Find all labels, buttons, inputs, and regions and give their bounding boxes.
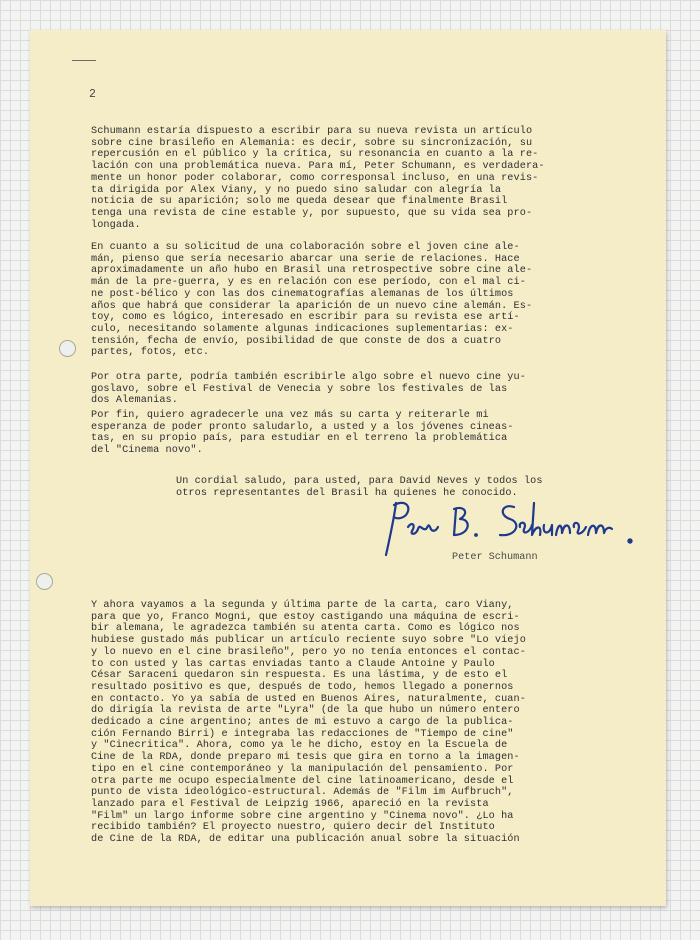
paragraph-1: Schumann estaría dispuesto a escribir para su nueva revista un artículo sobre cine brasileño en Alemania: es decir, sobre su sincronización, su repercusión en el público y la crítica, su resonancia en cuanto a la re- lación con una problemática nueva. Para mí, Peter Schumann, es verdadera- mente un honor poder colaborar, como corresponsal incluso, en una revis- ta dirigida por Alex Viany, y no puedo sino saludar con alegría la noticia de su aparición; solo me queda desear que finalmente Brasil tenga una revista de cine estable y, por supuesto, que su vida sea pro- longada.: [91, 126, 545, 231]
letter-page: [30, 30, 666, 906]
handwritten-signature: [382, 497, 642, 559]
second-part-text: Y ahora vayamos a la segunda y última parte de la carta, caro Viany, para que yo, Franco Mogni, que estoy castigando una máquina de escri- bir alemana, le agradezca también su atenta carta. Como es lógico nos hubiese gustado más publicar un artículo reciente suyo sobre "Lo viejo y lo nuevo en el cine brasileño", pero yo no tenía entonces el contac- to con usted y las cartas enviadas tanto a Claude Antoine y Paulo César Saraceni quedaron sin respuesta. Es una lástima, y de esto el resultado positivo es que, después de todo, hemos llegado a ponernos en contacto. Yo ya sabía de usted en Buenos Aires, naturalmente, cuan- do dirigía la revista de arte "Lyra" (de la que hubo un número entero dedicado a cine argentino; antes de mi estuvo a cargo de la publica- ción Fernando Birri) e integraba las redacciones de "Tiempo de cine" y "Cinecritica". Ahora, como ya le he dicho, estoy en la Escuela de Cine de la RDA, donde preparo mi tesis que gira en torno a la imagen- tipo en el cine contemporáneo y la manipulación del pensamiento. Por otra parte me ocupo especialmente del cine latinoamericano, desde el punto de vista ideológico-estructural. Además de "Film im Aufbruch", lanzado para el Festival de Leipzig 1966, apareció en la revista "Film" un largo informe sobre cine argentino y "Cinema novo". ¿Lo ha recibido también? El proyecto nuestro, quiero decir del Instituto de Cine de la RDA, de editar una publicación anual sobre la situación: [91, 600, 526, 846]
punch-hole: [59, 340, 76, 357]
signature-name: Peter Schumann: [452, 552, 538, 563]
punch-hole: [36, 573, 53, 590]
paragraph-2: En cuanto a su solicitud de una colaboración sobre el joven cine ale- mán, pienso que sería necesario abarcar una serie de relaciones. Hace aproximadamente un año hubo en Brasil una retrospective sobre cine ale- mán de la pre-guerra, y es en relación con ese período, con el mal ci- ne post-bélico y con las dos cinematografías alemanas de los últimos años que habrá que considerar la aparición de un nuevo cine alemán. Es- toy, como es lógico, interesado en escribir para su revista ese artí- culo, necesitando solamente algunas indicaciones suplementarias: ex- tensión, fecha de envío, posibilidad de que conste de dos a cuatro partes, fotos, etc.: [91, 242, 533, 359]
page-number: 2: [89, 88, 96, 101]
paragraph-4: Por fin, quiero agradecerle una vez más su carta y reiterarle mi esperanza de poder pronto saludarlo, a usted y a los jóvenes cineas- tas, en su propio país, para estudiar en el terreno la problemática del "Cinema novo".: [91, 410, 514, 457]
paragraph-3: Por otra parte, podría también escribirle algo sobre el nuevo cine yu- goslavo, sobre el Festival de Venecia y sobre los festivales de las dos Alemanias.: [91, 372, 526, 407]
closing-salutation: Un cordial saludo, para usted, para David Neves y todos los otros representantes del Brasil ha quienes he conocido.: [176, 476, 543, 499]
header-dash: [72, 60, 96, 61]
